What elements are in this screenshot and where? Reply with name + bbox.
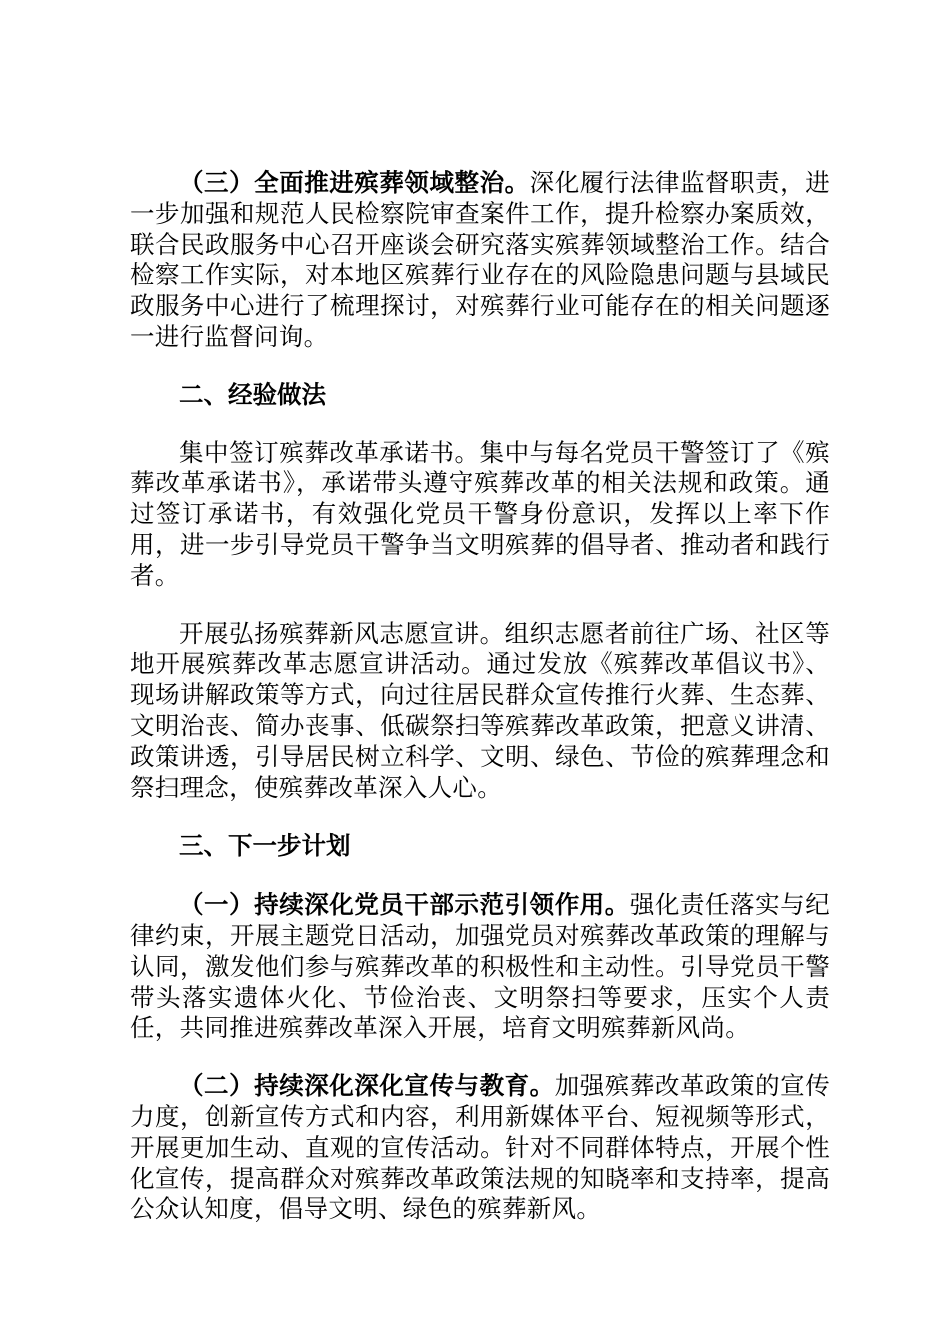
plan-item-2-body: 加强殡葬改革政策的宣传力度，创新宣传方式和内容，利用新媒体平台、短视频等形式，开展更加生动、直观的宣传活动。针对不同群体特点，开展个性化宣传，提高群众对殡葬改革政策法规的知晓率和支持率，提高公众认知度，倡导文明、绿色的殡葬新风。 [130,1071,830,1224]
plan-item-1 [130,890,830,1044]
heading-experience: 二、经验做法 [179,379,326,409]
section3-body: 深化履行法律监督职责，进一步加强和规范人民检察院审查案件工作，提升检察办案质效，联合民政服务中心召开座谈会研究落实殡葬领域整治工作。结合检察工作实际，对本地区殡葬行业存在的风险隐患问题与县域民政服务中心进行了梳理探讨，对殡葬行业可能存在的相关问题逐一进行监督问询。 [130,168,830,351]
plan-item-2 [130,1071,830,1225]
section3-lead: （三）全面推进殡葬领域整治。 [179,168,530,197]
plan-item-1-body: 强化责任落实与纪律约束，开展主题党日活动，加强党员对殡葬改革政策的理解与认同，激发他们参与殡葬改革的积极性和主动性。引导党员干警带头落实遗体火化、节俭治丧、文明祭扫等要求，压实个人责任，共同推进殡葬改革深入开展，培育文明殡葬新风尚。 [130,890,830,1043]
heading-plan: 三、下一步计划 [179,831,351,861]
section3-paragraph [130,168,830,353]
experience-paragraph-1: 集中签订殡葬改革承诺书。集中与每名党员干警签订了《殡葬改革承诺书》，承诺带头遵守殡葬改革的相关法规和政策。通过签订承诺书，有效强化党员干警身份意识，发挥以上率下作用，进一步引导党员干警争当文明殡葬的倡导者、推动者和践行者。 [130,437,830,590]
plan-item-1-lead: （一）持续深化党员干部示范引领作用。 [179,890,630,920]
plan-item-2-lead: （二）持续深化深化宣传与教育。 [179,1071,555,1101]
experience-paragraph-2: 开展弘扬殡葬新风志愿宣讲。组织志愿者前往广场、社区等地开展殡葬改革志愿宣讲活动。通过发放《殡葬改革倡议书》、现场讲解政策等方式，向过往居民群众宣传推行火葬、生态葬、文明治丧、简办丧事、低碳祭扫等殡葬改革政策，把意义讲清、政策讲透，引导居民树立科学、文明、绿色、节俭的殡葬理念和祭扫理念，使殡葬改革深入人心。 [130,618,830,802]
document-page [130,168,830,1225]
